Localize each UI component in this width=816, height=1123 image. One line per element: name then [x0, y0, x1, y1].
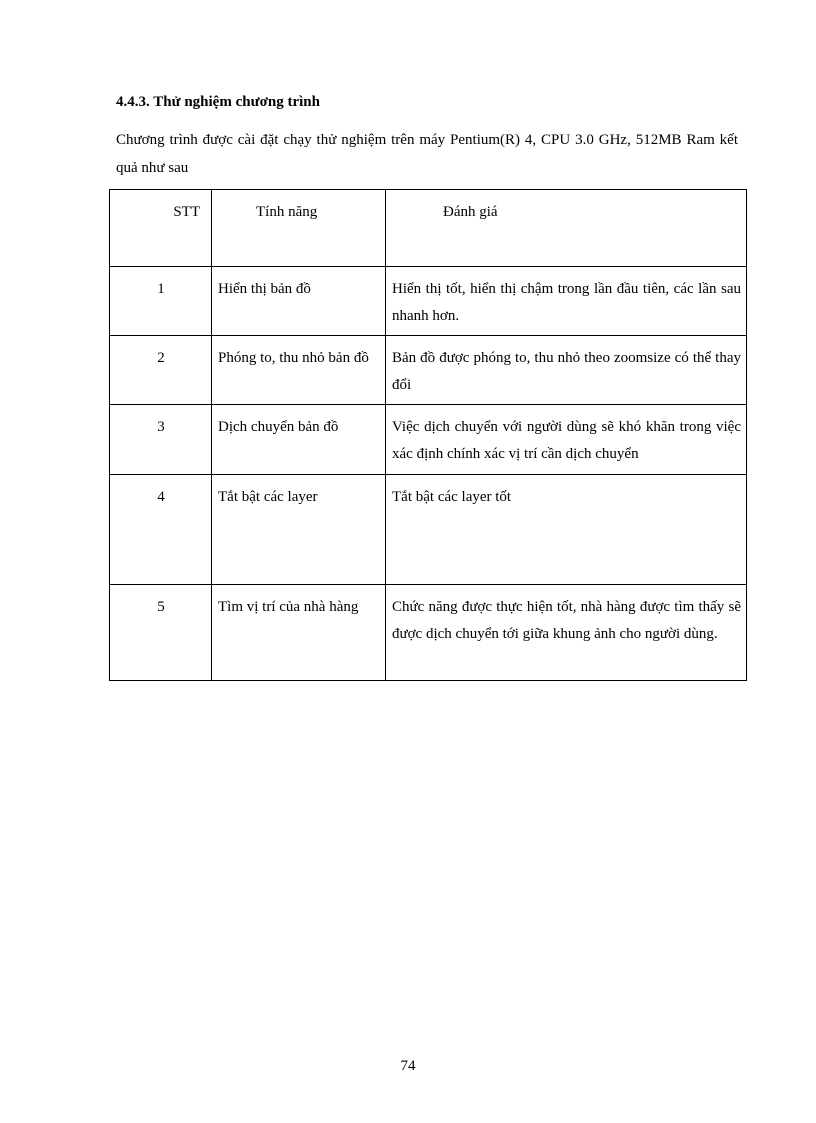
test-results-table: [109, 189, 747, 681]
cell-stt: 1: [110, 267, 212, 336]
table-row: [110, 585, 747, 681]
page-number: 74: [400, 1058, 416, 1074]
header-evaluation: Đánh giá: [386, 190, 747, 267]
intro-paragraph: Chương trình được cài đặt chạy thử nghiệm trên máy Pentium(R) 4, CPU 3.0 GHz, 512MB Ram kết quả như sau: [116, 132, 738, 176]
cell-feature: Tìm vị trí của nhà hàng: [212, 585, 386, 681]
cell-feature: Dịch chuyển bản đồ: [212, 405, 386, 475]
table-row: [110, 267, 747, 336]
table-row: [110, 405, 747, 475]
header-feature: Tính năng: [212, 190, 386, 267]
section-heading: 4.4.3. Thử nghiệm chương trình: [116, 94, 320, 110]
cell-feature: Hiển thị bản đồ: [212, 267, 386, 336]
cell-stt: 3: [110, 405, 212, 475]
cell-stt: 4: [110, 475, 212, 585]
cell-stt: 5: [110, 585, 212, 681]
table-header-row: [110, 190, 747, 267]
cell-evaluation: Việc dịch chuyển với người dùng sẽ khó khăn trong việc xác định chính xác vị trí cần dịch chuyển: [386, 405, 747, 475]
cell-evaluation: Chức năng được thực hiện tốt, nhà hàng được tìm thấy sẽ được dịch chuyển tới giữa khung ảnh cho người dùng.: [386, 585, 747, 681]
cell-evaluation: Tắt bật các layer tốt: [386, 475, 747, 585]
cell-evaluation: Bản đồ được phóng to, thu nhỏ theo zoomsize có thể thay đổi: [386, 336, 747, 405]
table-row: [110, 336, 747, 405]
cell-evaluation: Hiển thị tốt, hiển thị chậm trong lần đầu tiên, các lần sau nhanh hơn.: [386, 267, 747, 336]
cell-feature: Tắt bật các layer: [212, 475, 386, 585]
cell-feature: Phóng to, thu nhỏ bản đồ: [212, 336, 386, 405]
cell-stt: 2: [110, 336, 212, 405]
table-row: [110, 475, 747, 585]
header-stt: STT: [110, 190, 212, 267]
